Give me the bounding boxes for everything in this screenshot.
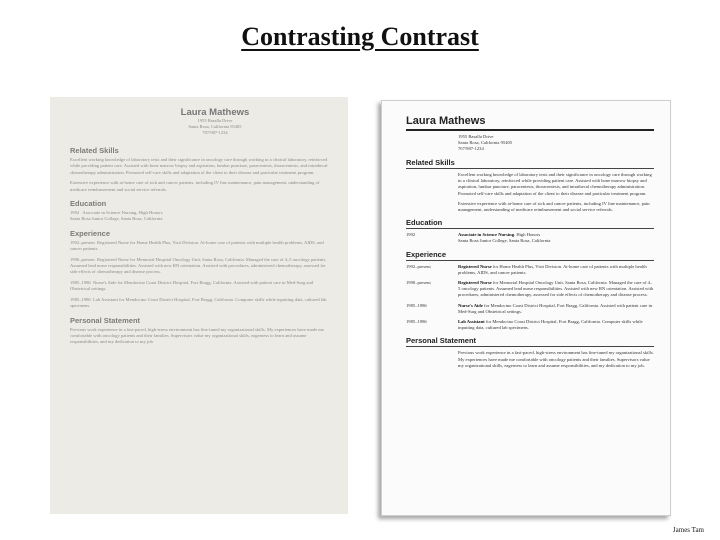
skills-paragraph: Extensive experience with at-home care of sick and cancer patients, including IV line maintenance, pain management, understanding of medicare reimbursement and social service referrals.	[70, 180, 320, 192]
experience-entry: 1992–present Registered Nurse for Home Health Plus, Visit Division. At-home care of patients with multiple health problems, AIDS, and cancer patients.	[406, 263, 647, 275]
education-entry: 1992 Associate in Science Nursing, High Honors Santa Rosa Junior College, Santa Rosa, California	[70, 210, 163, 222]
experience-entry: 1992–present Registered Nurse for Home Health Plus, Visit Division. At-home care of patients with multiple health problems, AIDS, and cancer patients.	[70, 239, 324, 252]
section-divider	[406, 346, 654, 347]
experience-entry: 1985–1986 Lab Assistant for Mendocino Coast District Hospital, Fort Bragg, California. Computer skills while inputting data, cultured lab specimens.	[70, 296, 327, 309]
experience-entry: 1985–1986 Nurse's Aide for Mendocino Coast District Hospital, Fort Bragg, California. Assisted with patient care in Med-Surg and Obstetrical settings.	[70, 279, 314, 292]
section-heading-skills: Related Skills	[406, 158, 455, 167]
section-heading-experience: Experience	[70, 228, 111, 238]
slide-title: Contrasting Contrast	[241, 22, 479, 51]
section-heading-skills: Related Skills	[70, 146, 119, 155]
resume-name: Laura Mathews	[406, 115, 486, 127]
high-contrast-resume	[381, 100, 671, 516]
slide-footer: James Tam	[672, 526, 704, 534]
name-divider	[406, 129, 654, 131]
experience-entry: 1985–1986 Nurse's Aide for Mendocino Coast District Hospital, Fort Bragg, California. Assisted with patient care in Med-Surg and Obstetrical settings.	[406, 302, 653, 314]
resume-contact: 1955 Basalla Drive Santa Rosa, California 95405 707/987-1234	[458, 134, 513, 151]
resume-name: Laura Mathews	[180, 107, 250, 118]
section-divider	[406, 228, 654, 229]
experience-entry: 1985–1986 Lab Assistant for Mendocino Coast District Hospital, Fort Bragg, California. Computer skills while inputting data, cultured lab specimens.	[406, 319, 643, 331]
section-heading-education: Education	[406, 218, 443, 228]
skills-paragraph: Excellent working knowledge of laboratory tests and their significance in oncology care through working in a clinical laboratory, reinforced while providing patient care. Assisted with bone marrow biopsy and aspiration, lumbar puncture, paracentesis, thoracentesis, and intrathecal chemotherapy administration. Promoted self-care skills and adaptation of the client to their disease and particular treatment program.	[458, 172, 652, 196]
section-heading-experience: Experience	[406, 249, 447, 259]
statement-paragraph: Previous work experience in a fast-paced, high-stress environment has fine-tuned my organizational skills. My experiences have made me comfortable with oncology patients and their families. Supervisors value my organizational skills, eagerness to learn and assume responsibilities, and my dedication to my job.	[70, 326, 324, 345]
section-heading-education: Education	[70, 199, 107, 209]
experience-entry: 1990–present Registered Nurse for Memorial Hospital Oncology Unit, Santa Rosa, California. Managed the care of 4–5 oncology patients. Assumed lead nurse responsibilities. Assisted with new RN orientation. Assisted with procedures, administered chemotherapy, assessed for side effects of chemotherapy and disease process.	[406, 280, 654, 298]
low-contrast-resume	[50, 97, 348, 514]
section-heading-statement: Personal Statement	[406, 336, 477, 346]
skills-paragraph: Extensive experience with at-home care of sick and cancer patients, including IV line maintenance, pain management, understanding of medicare reimbursement and social service referrals.	[458, 200, 650, 213]
experience-entry: 1990–present Registered Nurse for Memorial Hospital Oncology Unit, Santa Rosa, California. Managed the care of 4–5 oncology patients. Assumed lead nurse responsibilities. Assisted with new RN orientation. Assisted with procedures, administered chemotherapy, assessed for side effects of chemotherapy and disease process.	[70, 256, 327, 275]
statement-paragraph: Previous work experience in a fast-paced, high-stress environment has fine-tuned my organizational skills. My experiences have made me comfortable with oncology patients and their families. Supervisors value my organizational skills, eagerness to learn and assume responsibilities, and my dedication to my job.	[458, 350, 654, 368]
education-entry: 1992 Associate in Science Nursing, High Honors Santa Rosa Junior College, Santa Rosa, California	[406, 232, 551, 244]
skills-paragraph: Excellent working knowledge of laboratory tests and their significance in oncology care through working in a clinical laboratory, reinforced while providing patient care. Assisted with bone marrow biopsy and aspiration, lumbar puncture, paracentesis, thoracentesis, and intrathecal chemotherapy administration. Promoted self-care skills and adaptation of the client to their disease and particular treatment program.	[70, 157, 328, 175]
section-heading-statement: Personal Statement	[70, 315, 141, 325]
section-divider	[406, 168, 654, 169]
resume-contact: 1955 Basalla Drive Santa Rosa, California 95405 707/987-1234	[188, 118, 242, 135]
section-divider	[406, 260, 654, 261]
